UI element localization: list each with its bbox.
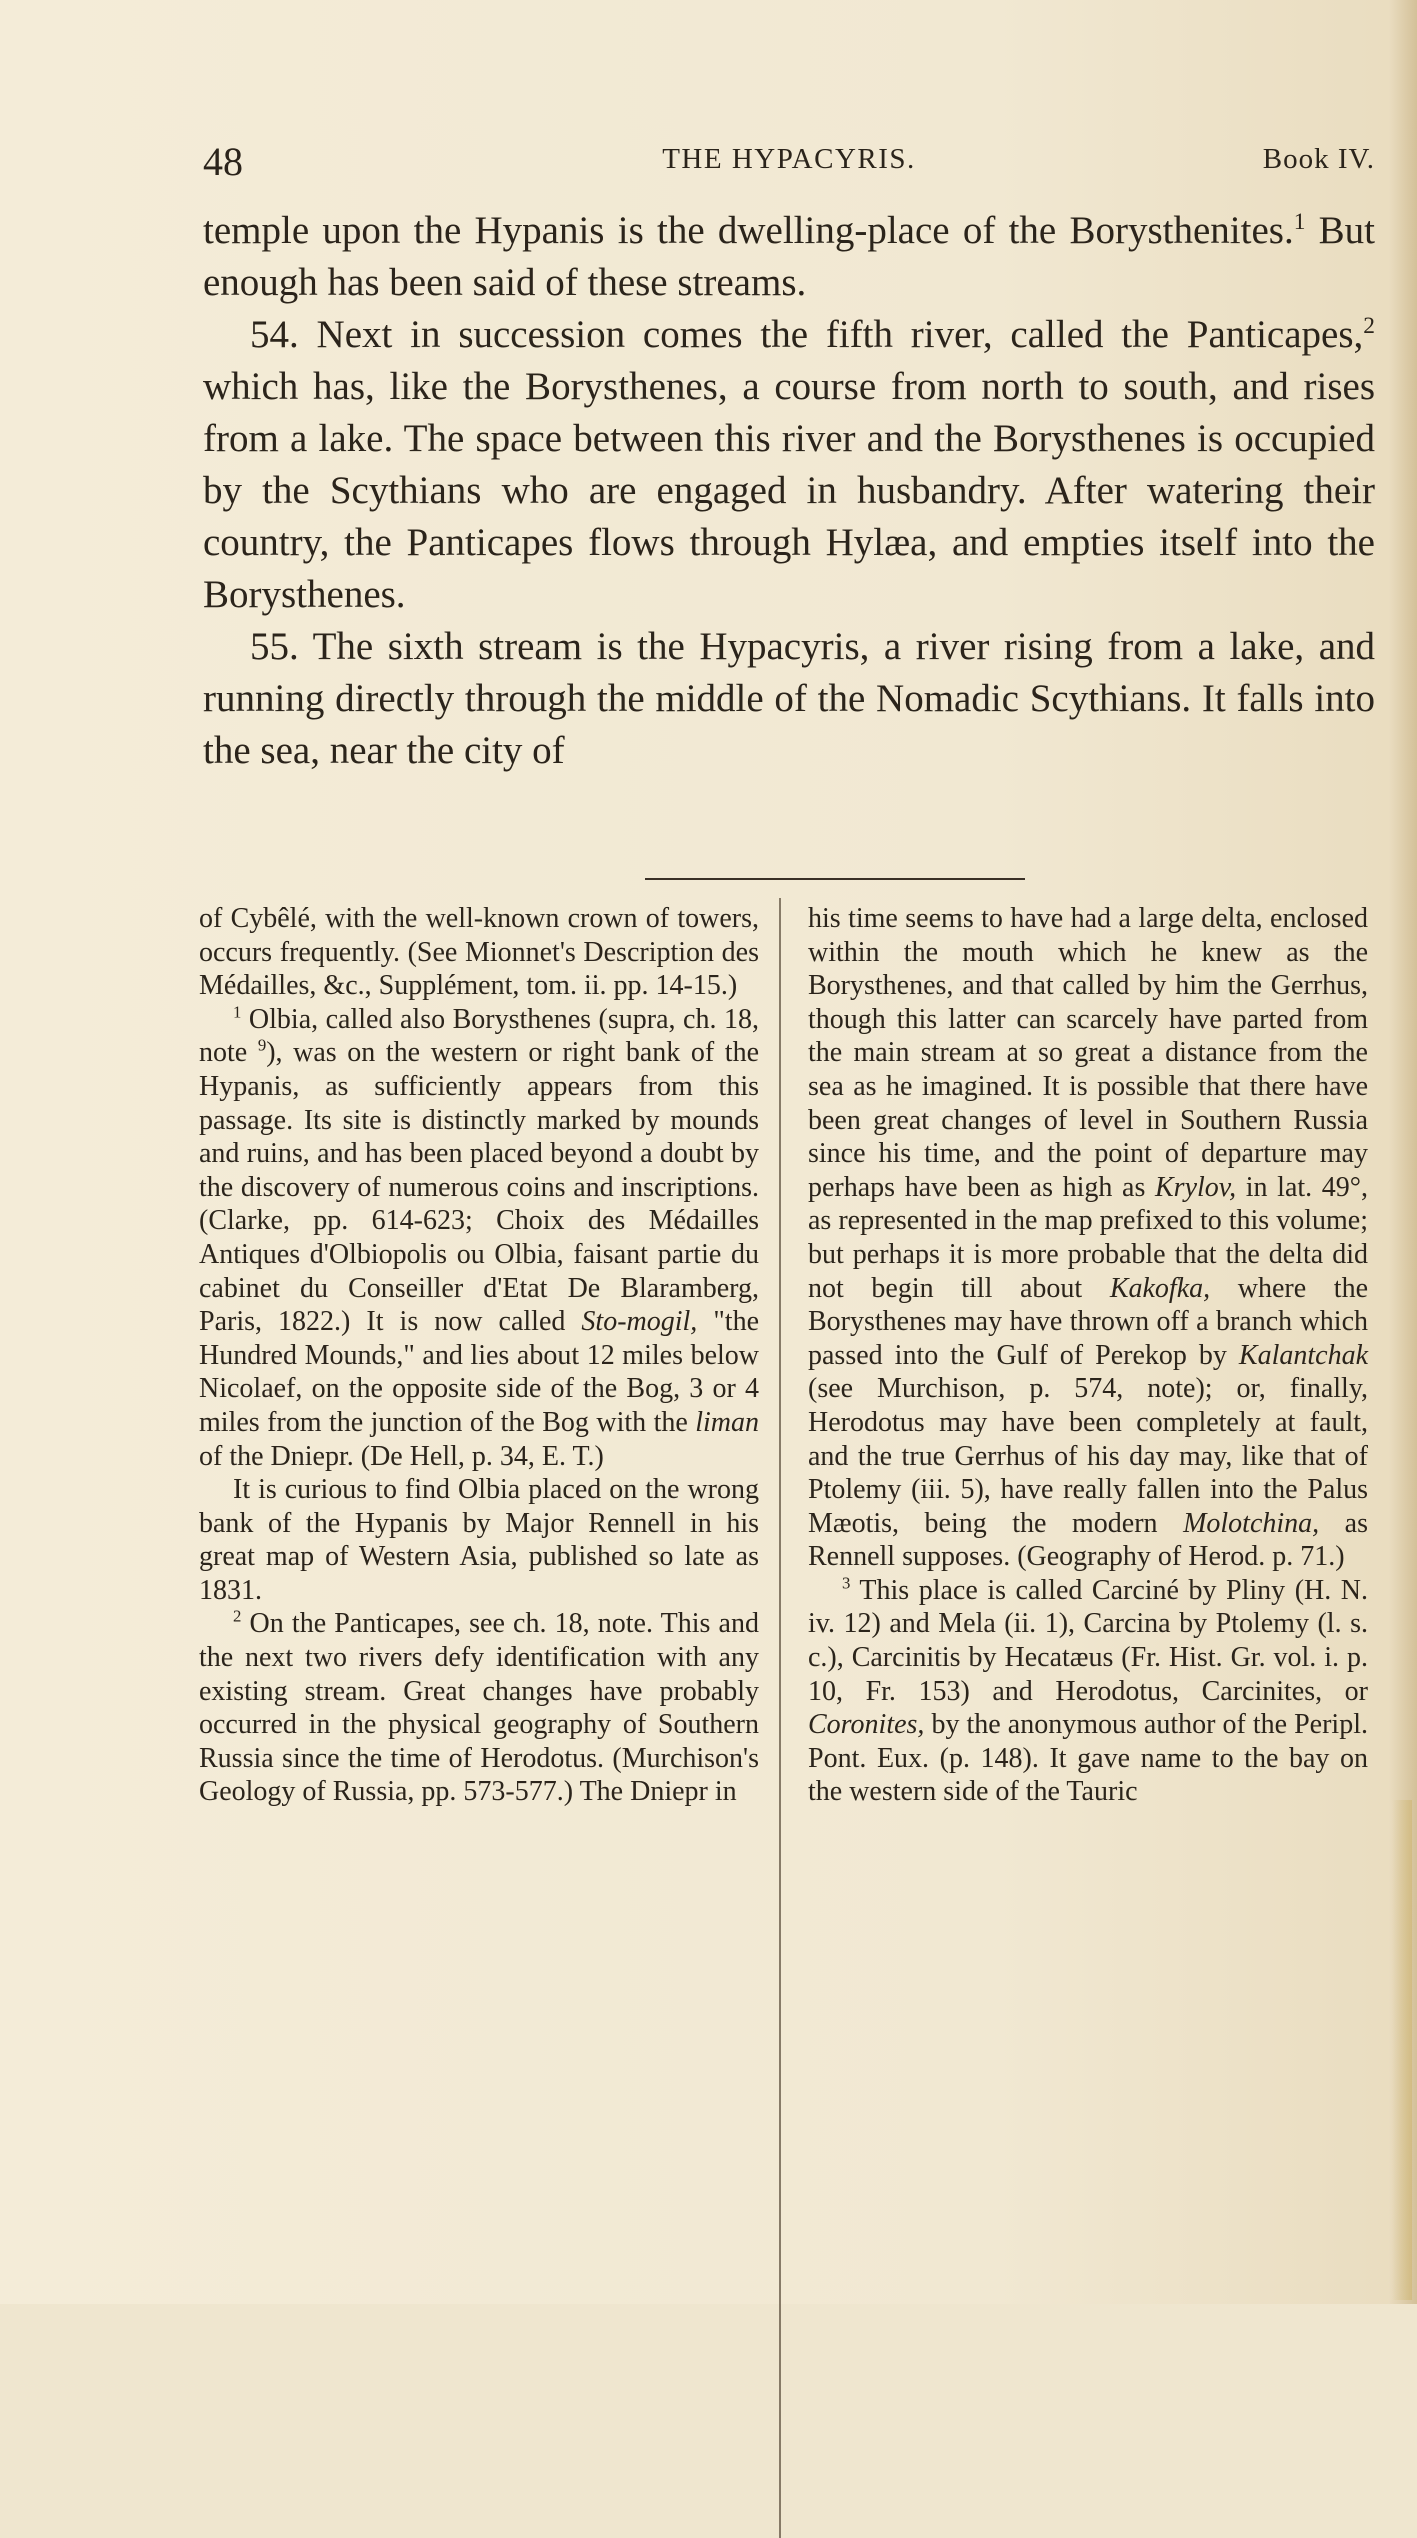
paragraph-continuation: temple upon the Hypanis is the dwelling-place of the Borysthenites.$^1$ But enough has been said of these streams. bbox=[203, 209, 1375, 304]
running-title: THE HYPACYRIS. bbox=[662, 143, 916, 175]
paragraph-54: 54. Next in succession comes the fifth river, called the Panticapes,$^2$ which has, like the Borysthenes, a course from north to south, and rises from a lake. The space between this river and the Borysthenes is occupied by the Scythians who are engaged in husbandry. After watering their country, the Panticapes flows through Hylæa, and empties itself into the Borysthenes. bbox=[203, 313, 1375, 616]
footnotes-left-column bbox=[199, 902, 759, 1809]
page-stain bbox=[1392, 1800, 1412, 2300]
paragraph-55: 55. The sixth stream is the Hypacyris, a river rising from a lake, and running directly through the middle of the Nomadic Scythians. It falls into the sea, near the city of bbox=[203, 625, 1375, 772]
footnote-separator-rule bbox=[645, 878, 1025, 880]
footnote-2-continuation: his time seems to have had a large delta, enclosed within the mouth which he knew as the Borysthenes, and that called by him the Gerrhus, though this latter can scarcely have parted from the main stream at so great a distance from the sea as he imagined. It is possible that there have been great changes of level in Southern Russia since his time, and the point of departure may perhaps have been as high as Krylov, in lat. 49°, as represented in the map prefixed to this volume; but perhaps it is more probable that the delta did not begin till about Kakofka, where the Borysthenes may have thrown off a branch which passed into the Gulf of Perekop by Kalantchak (see Murchison, p. 574, note); or, finally, Herodotus may have been completely at fault, and the true Gerrhus of his day may, like that of Ptolemy (iii. 5), have really fallen into the Palus Mæotis, being the modern Molotchina, as Rennell supposes. (Geography of Herod. p. 71.) bbox=[808, 903, 1369, 1573]
footnote-3: $^3$ This place is called Carciné by Pliny (H. N. iv. 12) and Mela (ii. 1), Carcina by Ptolemy (l. s. c.), Carcinitis by Hecatæus (Fr. Hist. Gr. vol. i. p. 10, Fr. 153) and Herodotus, Carcinites, or Coronites, by the anonymous author of the Peripl. Pont. Eux. (p. 148). It gave name to the bay on the western side of the Tauric bbox=[808, 1573, 1368, 1808]
footnote-ref-1: 1 bbox=[1293, 209, 1306, 235]
footnote-1-continuation: It is curious to find Olbia placed on the wrong bank of the Hypanis by Major Rennell in his great map of Western Asia, published so late as 1831. bbox=[199, 1474, 759, 1606]
footnote-ref-2: 2 bbox=[1363, 313, 1375, 339]
footnote-1: $^1$ Olbia, called also Borysthenes (supra, ch. 18, note $^9$), was on the western or right bank of the Hypanis, as sufficiently appears from this passage. Its site is distinctly marked by mounds and ruins, and has been placed beyond a doubt by the discovery of numerous coins and inscriptions. (Clarke, pp. 614-623; Choix des Médailles Antiques d'Olbiopolis ou Olbia, faisant partie du cabinet du Conseiller d'Etat De Blaramberg, Paris, 1822.) It is now called Sto-mogil, "the Hundred Mounds," and lies about 12 miles below Nicolaef, on the opposite side of the Bog, 3 or 4 miles from the junction of the Bog with the liman of the Dniepr. (De Hell, p. 34, E. T.) bbox=[199, 1002, 759, 1472]
footnote-column-divider bbox=[779, 898, 781, 2538]
page-number: 48 bbox=[203, 139, 243, 184]
footnote-2: $^2$ On the Panticapes, see ch. 18, note. This and the next two rivers defy identification with any existing stream. Great changes have probably occurred in the physical geography of Southern Russia since the time of Herodotus. (Murchison's Geology of Russia, pp. 573-577.) The Dniepr in bbox=[199, 1607, 759, 1808]
running-header bbox=[203, 140, 1375, 184]
main-text bbox=[203, 205, 1375, 777]
footnote-continuation: of Cybêlé, with the well-known crown of towers, occurs frequently. (See Mionnet's Description des Médailles, &c., Supplément, tom. ii. pp. 14-15.) bbox=[199, 903, 759, 1002]
footnotes-right-column bbox=[808, 902, 1368, 1809]
book-label: Book IV. bbox=[1262, 143, 1375, 175]
